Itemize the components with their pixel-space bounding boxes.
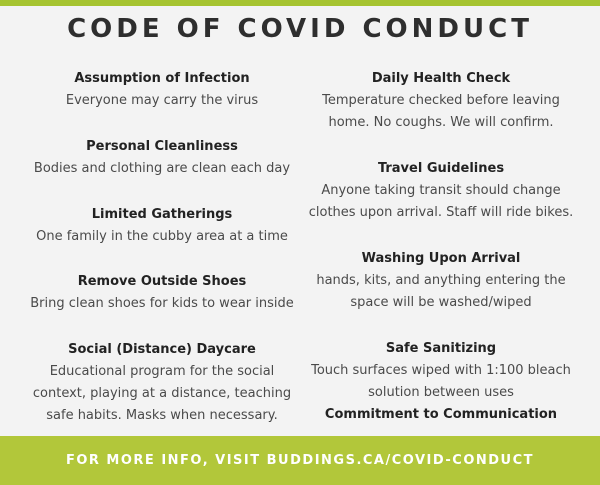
item-heading: Safe Sanitizing	[385, 341, 497, 356]
list-item	[17, 271, 307, 339]
item-body: One family in the cubby area at a time	[36, 229, 288, 244]
right-column	[296, 68, 586, 426]
page-title: CODE OF COVID CONDUCT	[67, 14, 533, 44]
item-body: Temperature checked before leaving home. No coughs. We will confirm.	[322, 93, 560, 130]
item-heading: Remove Outside Shoes	[77, 274, 247, 289]
item-body: Bring clean shoes for kids to wear inside	[30, 296, 294, 311]
footer-banner	[0, 436, 600, 485]
item-heading: Social (Distance) Daycare	[68, 342, 256, 357]
item-body: hands, kits, and anything entering the space will be washed/wiped	[316, 273, 566, 310]
item-heading: Personal Cleanliness	[86, 139, 238, 154]
item-heading: Daily Health Check	[371, 71, 511, 86]
item-body: Everyone may carry the virus	[65, 93, 259, 108]
item-body: Anyone taking transit should change clothes upon arrival. Staff will ride bikes.	[308, 183, 574, 220]
list-item	[17, 339, 307, 427]
item-body: Bodies and clothing are clean each day	[33, 161, 291, 176]
list-item	[296, 158, 586, 248]
item-heading: Travel Guidelines	[377, 161, 505, 176]
list-item	[296, 404, 586, 426]
top-accent-bar	[0, 0, 600, 6]
item-body: Educational program for the social context, playing at a distance, teaching safe habits. Masks when necessary.	[32, 364, 292, 423]
item-heading: Washing Upon Arrival	[361, 251, 521, 266]
list-item	[296, 338, 586, 404]
left-column	[17, 68, 307, 427]
list-item	[17, 68, 307, 136]
item-heading: Assumption of Infection	[74, 71, 250, 86]
footer-link-text[interactable]: FOR MORE INFO, VISIT BUDDINGS.CA/COVID-CONDUCT	[65, 453, 535, 468]
item-heading: Commitment to Communication	[324, 407, 558, 422]
list-item	[17, 136, 307, 204]
list-item	[17, 204, 307, 271]
item-heading: Limited Gatherings	[91, 207, 233, 222]
item-body: Touch surfaces wiped with 1:100 bleach solution between uses	[311, 363, 571, 400]
list-item	[296, 68, 586, 158]
list-item	[296, 248, 586, 338]
